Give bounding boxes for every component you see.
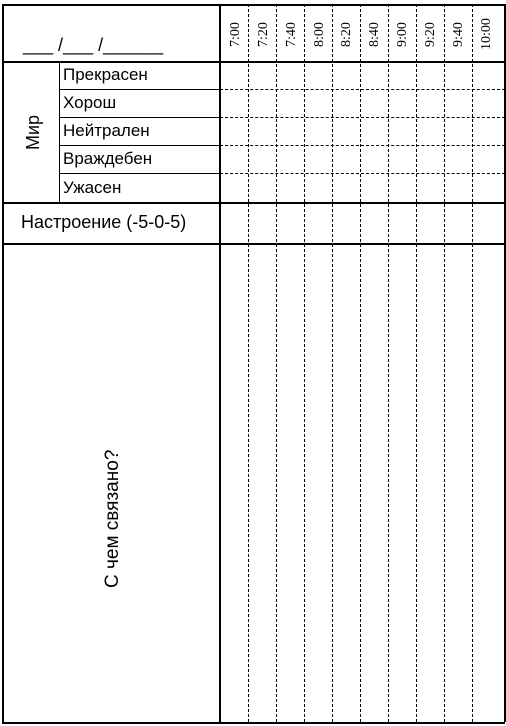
time-label: 9:00 — [395, 22, 410, 47]
time-label: 7:00 — [228, 22, 243, 47]
reason-section-label: С чем связано? — [102, 449, 123, 588]
world-section-label: Мир — [23, 114, 43, 150]
grid-line — [304, 4, 305, 722]
grid-line — [416, 4, 417, 722]
time-label: 9:40 — [451, 22, 466, 47]
mood-row-label: Настроение (-5-0-5) — [21, 212, 187, 232]
grid-line — [2, 4, 505, 6]
grid-line — [60, 117, 220, 118]
time-label: 7:20 — [256, 22, 271, 47]
grid-line — [59, 61, 60, 202]
grid-line — [2, 243, 505, 245]
grid-line — [332, 4, 333, 722]
grid-line — [60, 173, 220, 174]
world-level-good: Хорош — [63, 93, 117, 112]
time-label: 9:20 — [423, 22, 438, 47]
world-level-excellent: Прекрасен — [63, 65, 148, 84]
world-level-hostile: Враждебен — [63, 149, 153, 168]
grid-line — [444, 4, 445, 722]
time-label: 8:00 — [312, 22, 327, 47]
time-label: 8:40 — [367, 22, 382, 47]
grid-line — [220, 89, 505, 90]
time-label: 10:00 — [479, 18, 494, 50]
grid-line — [220, 145, 505, 146]
date-field[interactable]: ___ /___ /______ — [23, 35, 164, 55]
grid-line — [2, 722, 505, 724]
grid-line — [60, 89, 220, 90]
grid-line — [2, 4, 4, 722]
grid-line — [388, 4, 389, 722]
grid-line — [220, 173, 505, 174]
grid-line — [360, 4, 361, 722]
grid-line — [60, 145, 220, 146]
time-label: 8:20 — [339, 22, 354, 47]
grid-line — [2, 61, 505, 63]
time-label: 7:40 — [284, 22, 299, 47]
grid-line — [472, 4, 473, 722]
grid-line — [248, 4, 249, 722]
grid-line — [219, 4, 221, 722]
grid-line — [220, 117, 505, 118]
grid-line — [276, 4, 277, 722]
world-level-terrible: Ужасен — [63, 178, 122, 197]
grid-line — [2, 202, 505, 204]
world-level-neutral: Нейтрален — [63, 121, 150, 140]
